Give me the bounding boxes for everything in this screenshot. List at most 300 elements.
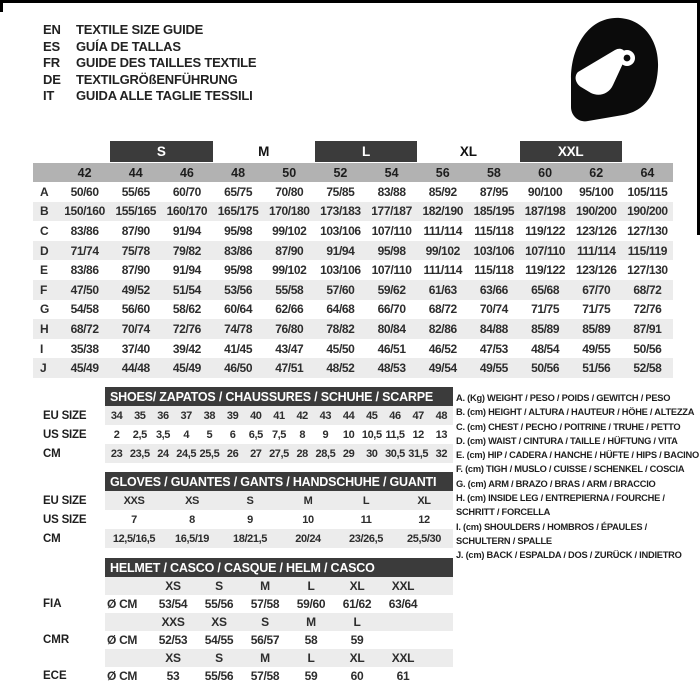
value-cell: 28 [296,447,308,460]
column-label: 44 [128,165,143,180]
value-cell: XXS [123,494,145,507]
value-cell: 45 [366,409,378,422]
helmet-size-cell: S [261,615,269,629]
size-value-cell: 115/118 [474,223,514,238]
value-cell: 12 [418,513,430,526]
legend-line: B. (cm) HEIGHT / ALTURA / HAUTEUR / HÖHE / ALTEZZA [456,407,695,418]
legend-item [456,462,700,476]
size-value-cell: 87/95 [479,184,508,199]
size-value-cell: 190/200 [627,204,668,219]
size-value-cell: 56/60 [121,302,150,317]
row-letter: F [40,282,48,297]
language-code: EN [43,22,61,37]
legend-line: C. (cm) CHEST / PECHO / POITRINE / TRUHE / PETTO [456,421,681,432]
size-group-cell: L [315,141,417,162]
helmet-sizes-values [105,577,453,595]
helmet-value-cell: 54/55 [204,633,234,647]
helmet-size-cell: S [215,579,223,593]
size-value-cell: 123/126 [575,223,617,238]
language-row [43,22,256,39]
size-row [33,339,673,359]
legend-line: E. (cm) HIP / CADERA / HANCHE / HÜFTE / HIPS / BACINO [456,450,699,461]
size-value-cell: 105/115 [627,184,668,199]
helmet-value-cell: 58 [304,633,318,647]
helmet-sizes-values [105,613,453,631]
size-value-cell: 83/88 [377,184,406,199]
size-value-cell: 35/38 [70,341,99,356]
helmet-size-cell: XS [211,615,227,629]
value-cell: 12,5/16,5 [112,532,156,545]
legend-line: H. (cm) INSIDE LEG / ENTREPIERNA / FOURCHE / [456,493,665,504]
size-value-cell: 53/56 [224,282,253,297]
value-cell: L [362,494,370,507]
helmet-value-cell: 53/54 [158,597,188,611]
unit-spacer [105,649,150,667]
helmet-value-cell [380,631,426,649]
helmet-size-cell: L [353,615,361,629]
column-label: 54 [384,165,399,180]
row-label-spacer [43,472,105,491]
size-value-cell: 95/98 [224,223,253,238]
language-row [43,72,256,89]
value-cell: 10 [342,428,355,441]
value-cell: S [246,494,254,507]
row-label: CM [43,532,61,545]
size-row [33,300,673,320]
size-row [33,358,673,378]
row-letter: E [40,263,49,278]
row-letter: B [40,204,49,219]
language-text: GUÍA DE TALLAS [76,38,181,54]
value-cell: 11 [360,513,372,526]
size-value-cell: 150/160 [64,204,105,219]
value-cell: 44 [342,409,355,422]
language-row [43,55,256,72]
size-row [33,202,673,222]
helmet-value-cell: 55/56 [204,597,234,611]
values-row [105,491,453,510]
value-cell: 43 [319,409,332,422]
size-value-cell: 64/68 [326,302,355,317]
helmet-size-cell: M [306,615,316,629]
column-label: 50 [282,165,297,180]
row-label: US SIZE [43,513,87,526]
size-value-cell: 55/58 [275,282,304,297]
helmet-standard-label: ECE [43,670,67,682]
legend-line: F. (cm) TIGH / MUSLO / CUISSE / SCHENKEL / COSCIA [456,464,685,475]
value-cell: 10 [302,513,314,526]
helmet-sizes-row [43,577,453,595]
helmet-size-cell: XXS [161,615,185,629]
size-value-cell: 83/86 [70,263,99,278]
size-value-cell: 71/74 [70,243,99,258]
row-label: CM [43,447,61,460]
size-row [33,319,673,339]
value-cell: 9 [247,513,253,526]
value-cell: 9 [322,428,329,441]
size-value-cell: 115/118 [474,263,514,278]
size-value-cell: 165/175 [217,204,259,219]
helmet-value-cell: 55/56 [204,669,234,683]
size-value-cell: 85/92 [428,184,457,199]
size-value-cell: 79/82 [172,243,201,258]
size-value-cell: 155/165 [115,204,157,219]
column-label: 48 [231,165,246,180]
gloves-table [43,472,453,548]
helmet-size-cell [380,613,426,631]
size-value-cell: 115/119 [627,243,668,258]
row-label-spacer [43,577,105,595]
title-row [43,387,453,406]
row-letter: H [40,321,49,336]
size-value-cell: 57/60 [326,282,355,297]
size-value-cell: 43/47 [275,341,304,356]
table-title-bar: HELMET / CASCO / CASQUE / HELM / CASCO [105,558,453,577]
size-value-cell: 51/54 [172,282,201,297]
values-row [105,406,453,425]
row-label-spacer [43,649,105,667]
size-value-cell: 182/190 [422,204,464,219]
size-value-cell: 83/86 [224,243,253,258]
size-value-cell: 49/55 [582,341,611,356]
size-value-cell: 107/110 [525,243,566,258]
helmet-size-table [43,558,453,685]
helmet-size-cell: XS [165,579,181,593]
language-row [43,88,256,105]
size-value-cell: 47/51 [275,361,304,376]
size-value-cell: 85/89 [582,321,611,336]
value-cell: 37 [180,409,192,422]
size-group-cell: M [258,144,270,159]
helmet-values-row [43,631,453,649]
value-cell: 7 [131,513,137,526]
size-group-row [33,141,673,162]
size-value-cell: 103/106 [473,243,515,258]
size-value-cell: 74/78 [224,321,253,336]
legend-line: I. (cm) SHOULDERS / HOMBROS / ÉPAULES / [456,521,648,532]
size-value-cell: 75/85 [326,184,355,199]
size-group-cell: S [110,141,212,162]
size-value-cell: 78/82 [326,321,355,336]
legend [456,391,700,563]
size-value-cell: 173/183 [320,204,361,219]
table-row [43,529,453,548]
helmet-value-cell: 59 [350,633,364,647]
helmet-value-cell: 56/57 [250,633,280,647]
row-letter: A [40,184,49,199]
size-value-cell: 190/200 [575,204,617,219]
corner-cell [33,163,59,182]
helmet-size-cell: L [307,651,315,665]
helmet-size-cell: XL [349,651,365,665]
size-value-cell: 50/56 [633,341,662,356]
size-value-cell: 48/54 [531,341,560,356]
size-value-cell: 72/76 [633,302,662,317]
column-label: 62 [589,165,604,180]
helmet-value-cell: 59/60 [296,597,326,611]
value-cell: 2,5 [132,428,147,441]
size-value-cell: 177/187 [371,204,412,219]
size-value-cell: 65/75 [224,184,253,199]
column-label: 60 [538,165,553,180]
size-value-cell: 48/53 [377,361,406,376]
size-value-cell: 51/56 [582,361,611,376]
legend-line: SCHRITT / FORCELLA [456,507,551,518]
size-value-cell: 103/106 [320,223,361,238]
value-cell: 23/26,5 [349,532,383,545]
helmet-value-cell: 53 [166,669,180,683]
legend-line: D. (cm) WAIST / CINTURA / TAILLE / HÜFTUNG / VITA [456,435,678,446]
size-value-cell: 107/110 [371,263,412,278]
row-letter: G [40,302,50,317]
size-value-cell: 44/48 [121,361,150,376]
value-cell: 7,5 [271,428,287,441]
main-size-table [33,141,673,378]
helmet-value-cell: 52/53 [158,633,188,647]
helmet-size-cell: XXL [391,579,415,593]
row-label-spacer [43,387,105,406]
value-cell: XS [185,494,199,507]
value-cell: 35 [134,409,146,422]
value-cell: 13 [435,428,448,441]
helmet-diameter-values [105,667,453,685]
row-letter: C [40,223,49,238]
helmet-size-cell: XXL [391,651,415,665]
size-value-cell: 46/52 [428,341,457,356]
value-cell: 40 [250,409,262,422]
helmet-icon [566,14,666,126]
value-cell: 24 [157,447,169,460]
size-value-cell: 70/74 [121,321,150,336]
size-value-cell: 87/90 [275,243,304,258]
legend-line: SCHULTERN / SPALLE [456,535,552,546]
size-value-cell: 91/94 [172,223,201,238]
helmet-diameter-values [105,631,453,649]
diameter-unit-label: Ø CM [107,597,138,611]
top-border-line [0,0,700,3]
value-cell: 30 [366,447,378,460]
helmet-value-cell: 57/58 [250,669,280,683]
value-cell: 10,5 [361,428,382,441]
value-cell: 36 [157,409,169,422]
language-code: DE [43,71,61,87]
size-value-cell: 68/72 [70,321,99,336]
value-cell: 18/21,5 [233,532,267,545]
row-label-spacer [43,558,105,577]
table-title-bar: GLOVES / GUANTES / GANTS / HANDSCHUHE / GUANTI [105,472,453,491]
table-row [43,510,453,529]
value-cell: 39 [226,409,239,422]
size-value-cell: 52/58 [633,361,662,376]
size-value-cell: 80/84 [377,321,406,336]
title-row [43,558,453,577]
size-value-cell: 76/80 [275,321,304,336]
size-row [33,241,673,261]
value-cell: 41 [273,409,285,422]
language-row [43,39,256,56]
language-text: TEXTILGRÖßENFÜHRUNG [76,71,238,87]
value-cell: 6 [229,428,236,441]
table-row [43,491,453,510]
helmet-value-cell: 59 [304,669,318,683]
legend-item [456,434,700,448]
language-code: FR [43,55,60,70]
size-value-cell: 87/90 [121,223,150,238]
values-row [105,529,453,548]
value-cell: 8 [189,513,195,526]
column-label: 56 [435,165,450,180]
helmet-standard-label: FIA [43,598,62,610]
values-row [105,510,453,529]
legend-item [456,391,700,405]
size-value-cell: 63/66 [479,282,508,297]
size-value-cell: 60/64 [224,302,253,317]
helmet-diameter-values [105,595,453,613]
size-value-cell: 70/74 [479,302,508,317]
size-value-cell: 75/78 [121,243,150,258]
helmet-size-cell: M [260,579,270,593]
size-value-cell: 123/126 [575,263,617,278]
value-cell: 28,5 [315,447,336,460]
size-value-cell: 41/45 [224,341,253,356]
value-cell: 32 [435,447,448,460]
size-value-cell: 67/70 [582,282,611,297]
language-text: TEXTILE SIZE GUIDE [76,22,204,37]
size-value-cell: 54/58 [70,302,99,317]
value-cell: 3,5 [155,428,171,441]
size-value-cell: 127/130 [627,223,668,238]
helmet-values-row [43,667,453,685]
value-cell: 20/24 [295,532,321,545]
size-value-cell: 103/106 [320,263,361,278]
size-row [33,280,673,300]
helmet-size-cell: S [215,651,223,665]
table-row [43,406,453,425]
size-value-cell: 47/53 [479,341,508,356]
size-value-cell: 170/180 [268,204,310,219]
value-cell: 11,5 [385,428,405,441]
row-letter: I [40,341,44,356]
value-cell: 23 [110,447,123,460]
value-cell: 30,5 [385,447,405,460]
size-value-cell: 71/75 [531,302,560,317]
value-cell: 6,5 [248,428,263,441]
size-column-bar [33,163,673,182]
size-value-cell: 71/75 [582,302,611,317]
size-value-cell: 111/114 [423,263,463,278]
helmet-value-cell: 63/64 [388,597,418,611]
value-cell: 34 [110,409,123,422]
legend-item [456,520,700,549]
helmet-size-cell: L [307,579,315,593]
size-value-cell: 49/55 [479,361,508,376]
helmet-values-row [43,595,453,613]
value-cell: 46 [389,409,401,422]
legend-line: G. (cm) ARM / BRAZO / BRAS / ARM / BRACCIO [456,478,656,489]
size-row [33,260,673,280]
size-value-cell: 84/88 [479,321,508,336]
table-title-bar: SHOES/ ZAPATOS / CHAUSSURES / SCHUHE / SCARPE [105,387,453,406]
sub-tables [43,387,455,685]
size-value-cell: 99/102 [272,223,307,238]
value-cell: 4 [183,428,190,441]
legend-item [456,477,700,491]
size-value-cell: 185/195 [473,204,515,219]
column-label: 42 [77,165,92,180]
column-label: 46 [179,165,194,180]
size-value-cell: 58/62 [172,302,201,317]
helmet-size-cell: XS [165,651,181,665]
helmet-value-cell: 61/62 [342,597,372,611]
value-cell: 25,5 [199,447,220,460]
row-label: EU SIZE [43,409,87,422]
values-row [105,444,453,463]
legend-line: J. (cm) BACK / ESPALDA / DOS / ZURÜCK / INDIETRO [456,550,682,561]
helmet-size-cell: M [260,651,270,665]
size-group-cell: XL [459,144,477,159]
language-code: ES [43,38,60,54]
row-label: US SIZE [43,428,87,441]
language-text: GUIDA ALLE TAGLIE TESSILI [76,88,253,103]
size-value-cell: 82/86 [428,321,457,336]
size-value-cell: 37/40 [121,341,150,356]
value-cell: 2 [113,428,120,441]
legend-item [456,420,700,434]
unit-spacer [105,577,150,595]
language-list [43,22,256,105]
size-value-cell: 95/98 [377,243,406,258]
size-value-cell: 49/52 [121,282,150,297]
size-value-cell: 90/100 [527,184,563,199]
size-value-cell: 46/50 [224,361,253,376]
size-value-cell: 107/110 [371,223,412,238]
value-cell: 47 [412,409,424,422]
size-value-cell: 62/66 [275,302,304,317]
values-row [105,425,453,444]
size-value-cell: 60/70 [172,184,201,199]
value-cell: 5 [206,428,213,441]
size-value-cell: 47/50 [70,282,99,297]
size-row [33,182,673,202]
size-value-cell: 72/76 [172,321,201,336]
value-cell: 42 [296,409,308,422]
value-cell: 26 [226,447,239,460]
size-value-cell: 61/63 [428,282,457,297]
legend-item [456,405,700,419]
size-row [33,221,673,241]
size-value-cell: 49/54 [428,361,457,376]
size-value-cell: 99/102 [272,263,307,278]
row-label: EU SIZE [43,494,87,507]
helmet-sizes-row [43,613,453,631]
size-value-cell: 68/72 [428,302,457,317]
size-value-cell: 45/49 [70,361,99,376]
legend-item [456,448,700,462]
value-cell: 24,5 [176,447,197,460]
size-value-cell: 111/114 [576,243,616,258]
size-value-cell: 59/62 [377,282,406,297]
value-cell: 48 [435,409,448,422]
size-value-cell: 50/60 [70,184,99,199]
size-value-cell: 85/89 [531,321,560,336]
legend-item [456,548,700,562]
size-group-cell: XXL [520,141,622,162]
size-value-cell: 66/70 [377,302,406,317]
value-cell: 29 [342,447,355,460]
diameter-unit-label: Ø CM [107,669,138,683]
value-cell: 12 [412,428,424,441]
size-value-cell: 91/94 [172,263,201,278]
